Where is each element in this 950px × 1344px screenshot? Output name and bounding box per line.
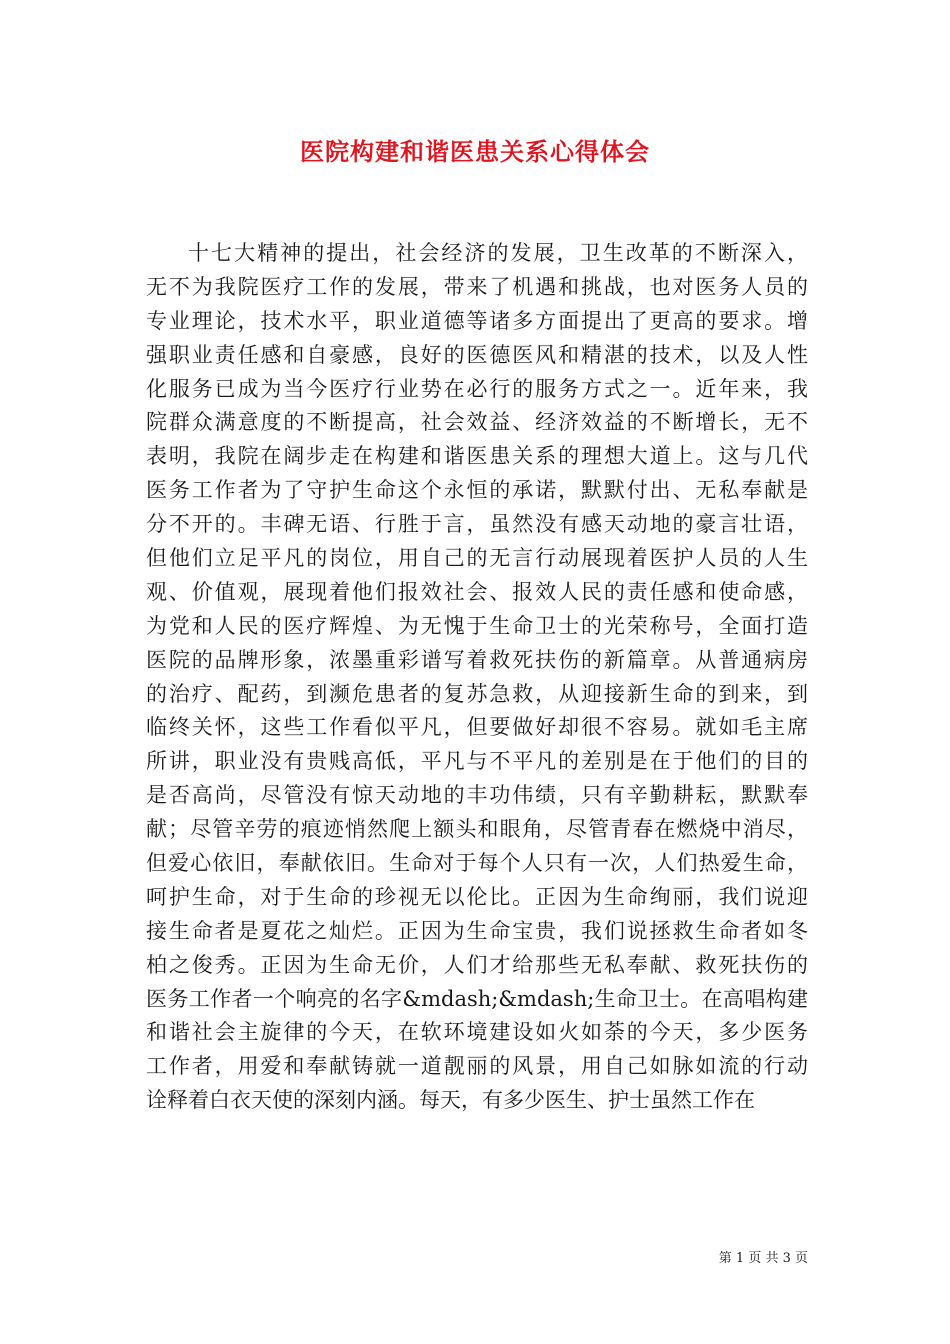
document-title: 医院构建和谐医患关系心得体会	[300, 137, 650, 166]
body-line: 呵护生命，对于生命的珍视无以伦比。正因为生命绚丽，我们说迎	[146, 884, 808, 909]
page-number: 第 1 页 共 3 页	[718, 1251, 808, 1266]
body-line: 和谐社会主旋律的今天，在软环境建设如火如荼的今天，多少医务	[146, 1020, 808, 1045]
body-line: 化服务已成为当今医疗行业势在必行的服务方式之一。近年来，我	[146, 376, 808, 401]
body-line: 工作者，用爱和奉献铸就一道靓丽的风景，用自己如脉如流的行动	[146, 1054, 808, 1079]
body-line: 是否高尚，尽管没有惊天动地的丰功伟绩，只有辛勤耕耘，默默奉	[146, 783, 808, 808]
document-body	[146, 237, 808, 1118]
body-line: 强职业责任感和自豪感，良好的医德医风和精湛的技术，以及人性	[146, 342, 808, 367]
body-line: 柏之俊秀。正因为生命无价，人们才给那些无私奉献、救死扶伤的	[146, 952, 808, 977]
body-line: 分不开的。丰碑无语、行胜于言，虽然没有感天动地的豪言壮语，	[146, 512, 808, 537]
body-line: 十七大精神的提出，社会经济的发展，卫生改革的不断深入，	[188, 241, 808, 265]
body-line: 医务工作者为了守护生命这个永恒的承诺，默默付出、无私奉献是	[146, 478, 808, 503]
body-line: 所讲，职业没有贵贱高低，平凡与不平凡的差别是在于他们的目的	[146, 749, 808, 774]
body-line: 但他们立足平凡的岗位，用自己的无言行动展现着医护人员的人生	[146, 546, 808, 571]
body-line: 献；尽管辛劳的痕迹悄然爬上额头和眼角，尽管青春在燃烧中消尽，	[146, 817, 808, 842]
body-line: 院群众满意度的不断提高，社会效益、经济效益的不断增长，无不	[146, 410, 808, 435]
body-line: 为党和人民的医疗辉煌、为无愧于生命卫士的光荣称号，全面打造	[146, 613, 808, 638]
body-line: 的治疗、配药，到濒危患者的复苏急救，从迎接新生命的到来，到	[146, 681, 808, 706]
body-line: 观、价值观，展现着他们报效社会、报效人民的责任感和使命感，	[146, 579, 808, 604]
body-line: 表明，我院在阔步走在构建和谐医患关系的理想大道上。这与几代	[146, 444, 808, 469]
body-line: 诠释着白衣天使的深刻内涵。每天，有多少医生、护士虽然工作在	[146, 1088, 755, 1113]
body-line: 医务工作者一个响亮的名字&mdash;&mdash;生命卫士。在高唱构建	[146, 986, 808, 1011]
body-line: 专业理论，技术水平，职业道德等诸多方面提出了更高的要求。增	[146, 308, 808, 333]
body-line: 接生命者是夏花之灿烂。正因为生命宝贵，我们说拯救生命者如冬	[146, 918, 808, 943]
body-line: 临终关怀，这些工作看似平凡，但要做好却很不容易。就如毛主席	[146, 715, 808, 740]
body-line: 无不为我院医疗工作的发展，带来了机遇和挑战，也对医务人员的	[146, 274, 808, 299]
body-line: 医院的品牌形象，浓墨重彩谱写着救死扶伤的新篇章。从普通病房	[146, 647, 808, 672]
body-line: 但爱心依旧，奉献依旧。生命对于每个人只有一次，人们热爱生命，	[146, 851, 808, 876]
